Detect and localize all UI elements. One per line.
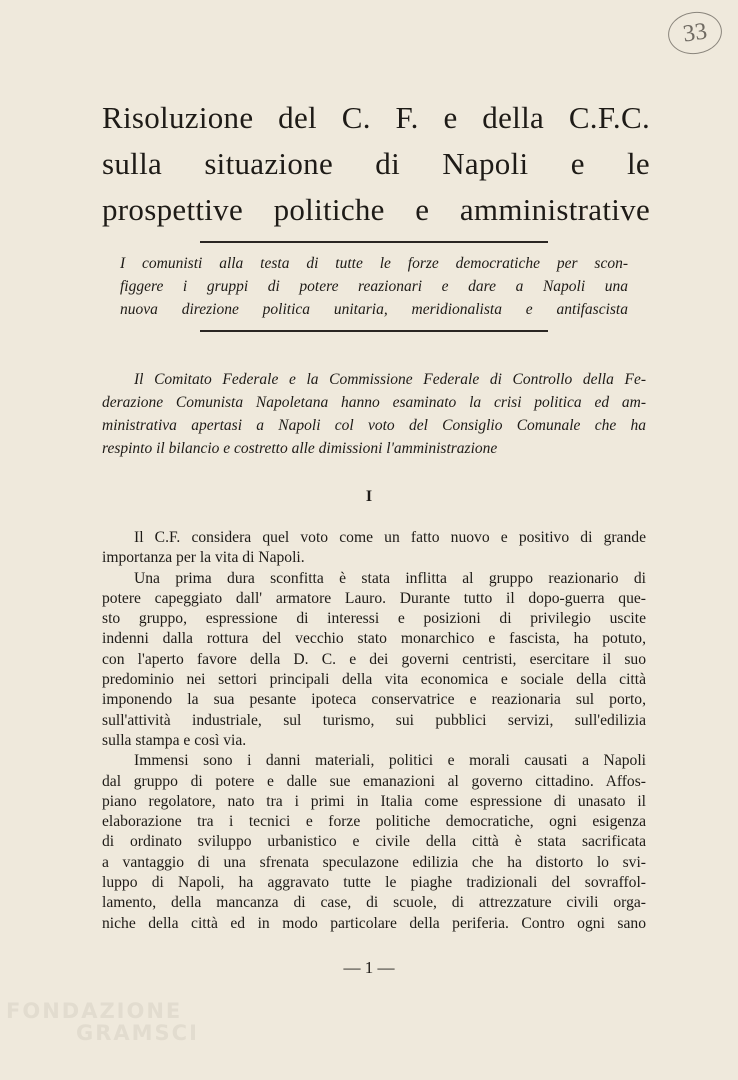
subtitle-line: nuova direzione politica unitaria, meridionalista e antifascista — [120, 301, 628, 318]
body-line: sto gruppo, espressione di interessi e posizioni di privilegio uscite — [102, 610, 646, 628]
body-line: predominio nei settori principali della vita economica e sociale della città — [102, 671, 646, 689]
body-line: imponendo la sua pesante ipoteca conservatrice e reazionaria sul porto, — [102, 691, 646, 709]
body-line: niche della città ed in modo particolare della periferia. Contro ogni sano — [102, 914, 646, 932]
body-line: a vantaggio di una sfrenata speculazone edilizia che ha distorto lo svi- — [102, 853, 646, 871]
section-number: I — [365, 488, 373, 505]
subtitle-top-rule — [200, 241, 548, 243]
intro-line: respinto il bilancio e costretto alle dimissioni l'amministrazione — [102, 440, 498, 457]
body-line: di ordinato sviluppo urbanistico e civile della città è stata sacrificata — [102, 833, 646, 851]
watermark-line: GRAMSCI — [76, 1021, 199, 1045]
body-line: sull'attività industriale, sul turismo, sui pubblici servizi, sull'edilizia — [102, 711, 646, 729]
intro-paragraph — [102, 368, 646, 460]
intro-line: derazione Comunista Napoletana hanno esaminato la crisi politica ed am- — [102, 394, 646, 411]
body-line: piano regolatore, nato tra i primi in Italia come espressione di unasato il — [102, 792, 646, 810]
title-line: sulla situazione di Napoli e le — [102, 146, 650, 181]
subtitle-line: I comunisti alla testa di tutte le forze democratiche per scon- — [120, 255, 628, 272]
watermark-line: FONDAZIONE — [6, 999, 183, 1023]
body-line: Immensi sono i danni materiali, politici e morali causati a Napoli — [134, 752, 646, 770]
page-number-stamp: 33 — [665, 8, 724, 57]
intro-line: ministrativa apertasi a Napoli col voto del Consiglio Comunale che ha — [102, 417, 646, 434]
body-line: Il C.F. considera quel voto come un fatto nuovo e positivo di grande — [134, 529, 646, 546]
body-line: potere capeggiato dall' armatore Lauro. Durante tutto il dopo-guerra que- — [102, 589, 646, 607]
body-line: luppo di Napoli, ha aggravato tutte le piaghe tradizionali del sovraffol- — [102, 874, 646, 892]
title-line: Risoluzione del C. F. e della C.F.C. — [102, 100, 650, 135]
footer-page-number: — 1 — — [343, 958, 395, 977]
body-line: importanza per la vita di Napoli. — [102, 549, 305, 567]
body-line: elaborazione tra i tecnici e forze politiche democratiche, ogni esigenza — [102, 813, 646, 831]
body-line: Una prima dura sconfitta è stata inflitta al gruppo reazionario di — [134, 569, 646, 587]
body-line: lamento, della mancanza di case, di scuole, di attrezzature civili orga- — [102, 894, 646, 912]
subtitle — [120, 252, 628, 321]
document-title — [102, 95, 650, 233]
intro-line: Il Comitato Federale e la Commissione Federale di Controllo della Fe- — [134, 371, 646, 388]
subtitle-line: figgere i gruppi di potere reazionari e dare a Napoli una — [120, 278, 628, 295]
body-line: indenni dalla rottura del vecchio stato monarchico e fascista, ha potuto, — [102, 630, 646, 648]
body-text — [102, 528, 646, 934]
title-line: prospettive politiche e amministrative — [102, 192, 650, 227]
watermark-logo — [6, 1000, 199, 1044]
body-line: dal gruppo di potere e dalle sue emanazioni al governo cittadino. Affos- — [102, 772, 646, 790]
body-line: sulla stampa e così via. — [102, 731, 247, 749]
subtitle-bottom-rule — [200, 330, 548, 332]
body-line: con l'aperto favore della D. C. e dei governi centristi, esercitare il suo — [102, 650, 646, 668]
